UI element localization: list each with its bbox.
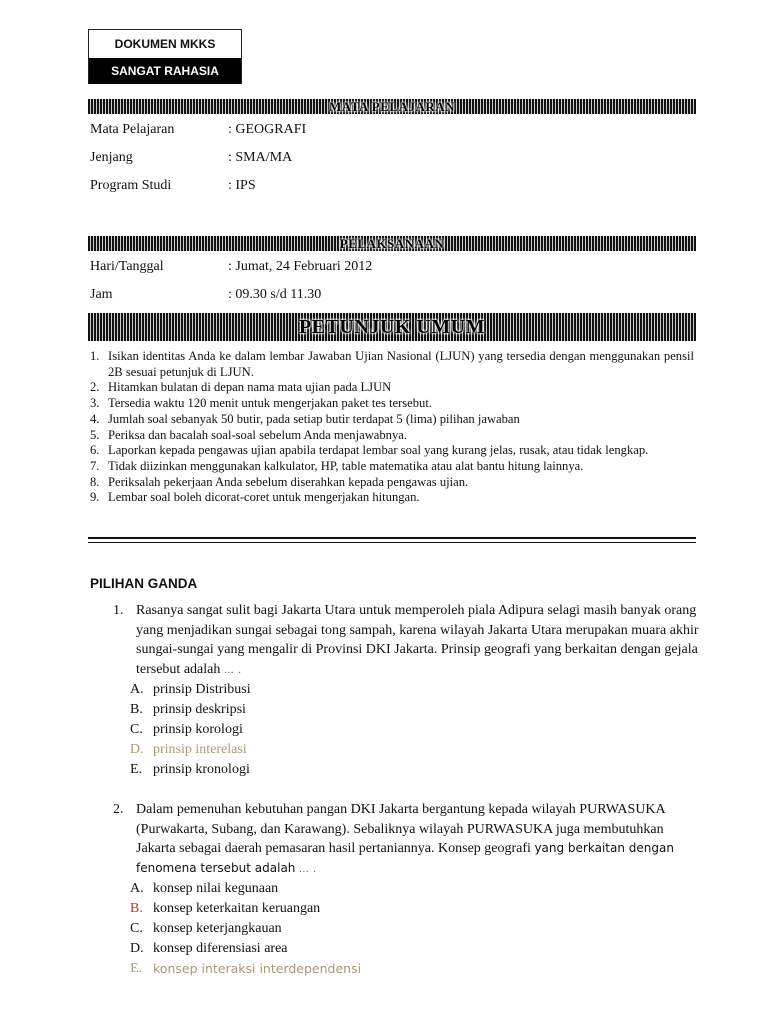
petunjuk-heading: PETUNJUK UMUM [299, 316, 485, 338]
info-label: Mata Pelajaran [90, 122, 175, 137]
info-value: : SMA/MA [228, 150, 293, 165]
option-list [130, 879, 703, 980]
option-text: prinsip korologi [153, 722, 243, 737]
option-letter: B. [130, 901, 143, 916]
option-text: prinsip kronologi [153, 762, 250, 777]
item-number: 8. [90, 474, 100, 489]
question-number: 1. [113, 603, 124, 618]
list-item [90, 475, 694, 491]
list-item [90, 428, 694, 444]
option-text: konsep keterjangkauan [153, 921, 282, 936]
item-text: Periksalah pekerjaan Anda sebelum diserahkan kepada pengawas ujian. [108, 474, 469, 489]
item-number: 7. [90, 458, 100, 473]
question-body: Dalam pemenuhan kebutuhan pangan DKI Jakarta bergantung kepada wilayah PURWASUKA (Purwakarta, Subang, dan Karawang). Sebaliknya wilayah PURWASUKA juga membutuhkan Jakarta sebagai daerah pemasaran hasil pertaniannya. Konsep geografi [136, 802, 665, 856]
info-label: Jam [90, 287, 113, 302]
option-letter: A. [130, 682, 144, 697]
item-number: 2. [90, 380, 100, 395]
option-letter: B. [130, 702, 143, 717]
question-text [136, 601, 703, 680]
mata-pelajaran-heading: MATA PELAJARAN [328, 99, 456, 114]
option-text: konsep keterkaitan keruangan [153, 901, 321, 916]
option-letter: E. [130, 762, 143, 777]
option-b[interactable] [130, 700, 703, 720]
item-number: 6. [90, 443, 100, 458]
info-value: : IPS [228, 178, 256, 193]
item-number: 5. [90, 427, 100, 442]
section-title: PILIHAN GANDA [90, 576, 198, 591]
info-value: : GEOGRAFI [228, 122, 307, 137]
item-text: Laporkan kepada pengawas ujian apabila terdapat lembar soal yang kurang jelas, rusak, atau tidak lengkap. [108, 443, 649, 458]
item-number: 4. [90, 411, 100, 426]
option-letter: C. [130, 722, 143, 737]
list-item [90, 396, 694, 412]
option-list [130, 680, 703, 780]
info-label: Hari/Tanggal [90, 259, 164, 274]
item-number: 1. [90, 349, 100, 363]
question-1 [113, 601, 703, 780]
info-label: Program Studi [90, 178, 172, 193]
divider-thick [88, 537, 696, 539]
option-d[interactable] [130, 740, 703, 760]
info-row-date [90, 258, 372, 276]
option-letter: C. [130, 921, 143, 936]
info-value: : 09.30 s/d 11.30 [228, 287, 322, 302]
option-letter: D. [130, 742, 144, 757]
option-e[interactable] [130, 760, 703, 780]
list-item [90, 412, 694, 428]
mata-pelajaran-heading-bar [88, 99, 696, 114]
info-row-level [90, 149, 292, 167]
option-a[interactable] [130, 680, 703, 700]
option-text: prinsip Distribusi [153, 682, 251, 697]
option-letter: E. [130, 961, 143, 976]
option-c[interactable] [130, 919, 703, 939]
instruction-list [90, 349, 694, 506]
item-text: Tersedia waktu 120 menit untuk mengerjakan paket tes tersebut. [108, 396, 433, 411]
option-d[interactable] [130, 939, 703, 959]
option-text: konsep interaksi interdependensi [153, 961, 362, 976]
list-item [90, 490, 694, 506]
option-letter: D. [130, 941, 144, 956]
item-text: Isikan identitas Anda ke dalam lembar Jawaban Ujian Nasional (LJUN) yang tersedia dengan menggunakan pensil 2B sesuai petunjuk di LJUN. [108, 349, 694, 379]
list-item [90, 443, 694, 459]
option-text: prinsip deskripsi [153, 702, 246, 717]
info-label: Jenjang [90, 150, 133, 165]
option-a[interactable] [130, 879, 703, 899]
pelaksanaan-heading-bar [88, 236, 696, 251]
question-dots: … . [298, 863, 317, 875]
question-number: 2. [113, 802, 124, 817]
list-item [90, 459, 694, 475]
petunjuk-heading-bar [88, 313, 696, 341]
item-text: Hitamkan bulatan di depan nama mata ujian pada LJUN [108, 380, 392, 395]
option-b[interactable] [130, 899, 703, 919]
info-row-time [90, 286, 321, 304]
option-letter: A. [130, 881, 144, 896]
item-text: Periksa dan bacalah soal-soal sebelum Anda menjawabnya. [108, 427, 408, 442]
info-row-program [90, 177, 256, 195]
option-text: konsep nilai kegunaan [153, 881, 279, 896]
list-item [90, 380, 694, 396]
item-number: 3. [90, 396, 100, 411]
item-text: Lembar soal boleh dicorat-coret untuk mengerjakan hitungan. [108, 490, 420, 505]
info-row-subject [90, 121, 306, 139]
document-label: DOKUMEN MKKS [114, 37, 216, 51]
secret-label: SANGAT RAHASIA [89, 58, 241, 84]
option-text: prinsip interelasi [153, 742, 247, 757]
divider-thin [88, 542, 696, 543]
list-item [90, 349, 694, 380]
question-body: Rasanya sangat sulit bagi Jakarta Utara untuk memperoleh piala Adipura selagi masih banyak orang yang menjadikan sungai sebagai tong sampah, karena wilayah Jakarta Utara merupakan muara akhir sungai-sungai yang mengalir di Provinsi DKI Jakarta. Prinsip geografi yang berkaitan dengan gejala tersebut adalah [136, 603, 699, 677]
question-text [136, 800, 703, 879]
item-text: Tidak diizinkan menggunakan kalkulator, HP, table matematika atau alat bantu hitung lainnya. [108, 458, 584, 473]
pelaksanaan-heading: PELAKSANAAN [339, 236, 445, 251]
option-e[interactable] [130, 959, 703, 980]
question-2 [113, 800, 703, 980]
item-text: Jumlah soal sebanyak 50 butir, pada setiap butir terdapat 5 (lima) pilihan jawaban [108, 411, 520, 426]
item-number: 9. [90, 490, 100, 505]
option-text: konsep diferensiasi area [153, 941, 288, 956]
document-label-box [88, 29, 242, 84]
question-body-tail: yang berkaitan dengan fenomena tersebut adalah [136, 841, 674, 875]
option-c[interactable] [130, 720, 703, 740]
question-dots: … . [223, 664, 242, 676]
info-value: : Jumat, 24 Februari 2012 [228, 259, 373, 274]
